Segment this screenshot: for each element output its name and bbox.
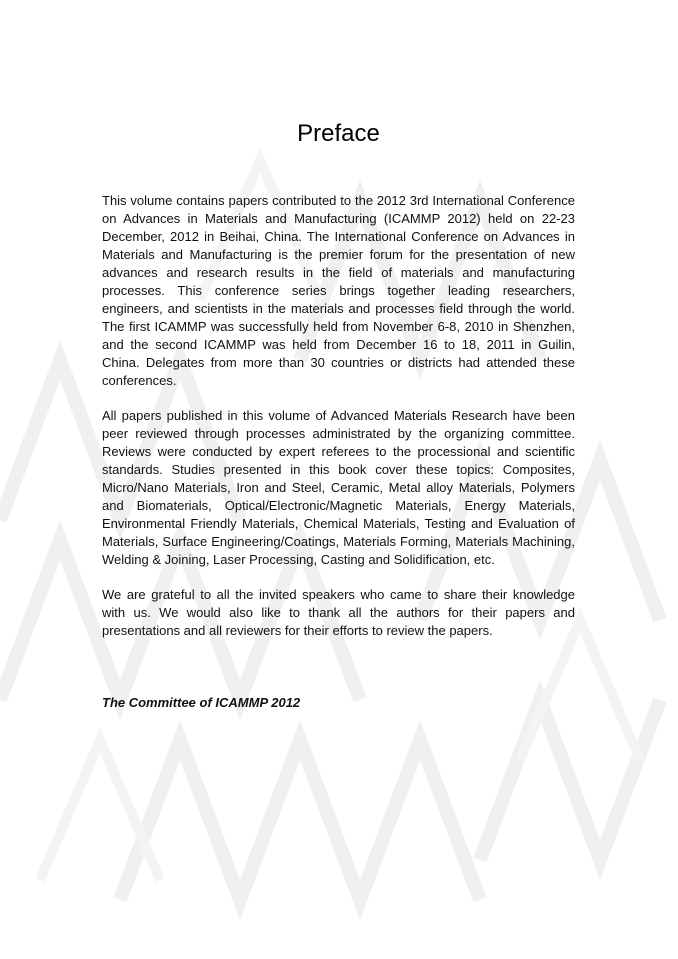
page-title: Preface [297,120,380,147]
preface-content [102,118,575,712]
signature: The Committee of ICAMMP 2012 [102,695,301,710]
paragraph-thanks: We are grateful to all the invited speakers who came to share their knowledge with us. We would also like to thank all the authors for their papers and presentations and all reviewers for their efforts to review the papers. [102,587,575,638]
paragraph-intro: This volume contains papers contributed to the 2012 3rd International Conference on Advances in Materials and Manufacturing (ICAMMP 2012) held on 22-23 December, 2012 in Beihai, China. The International Conference on Advances in Materials and Manufacturing is the premier forum for the presentation of new advances and research results in the field of materials and manufacturing processes. This conference series brings together leading researchers, engineers, and scientists in the materials and processes field through the world. The first ICAMMP was successfully held from November 6-8, 2010 in Shenzhen, and the second ICAMMP was held from December 16 to 18, 2011 in Guilin, China. Delegates from more than 30 countries or districts had attended these conferences. [102,193,575,388]
paragraph-topics: All papers published in this volume of Advanced Materials Research have been peer reviewed through processes administrated by the organizing committee. Reviews were conducted by expert referees to the processional and scientific standards. Studies presented in this book cover these topics: Composites, Micro/Nano Materials, Iron and Steel, Ceramic, Metal alloy Materials, Polymers and Biomaterials, Optical/Electronic/Magnetic Materials, Energy Materials, Environmental Friendly Materials, Chemical Materials, Testing and Evaluation of Materials, Surface Engineering/Coatings, Materials Forming, Materials Machining, Welding & Joining, Laser Processing, Casting and Solidification, etc. [102,408,575,567]
